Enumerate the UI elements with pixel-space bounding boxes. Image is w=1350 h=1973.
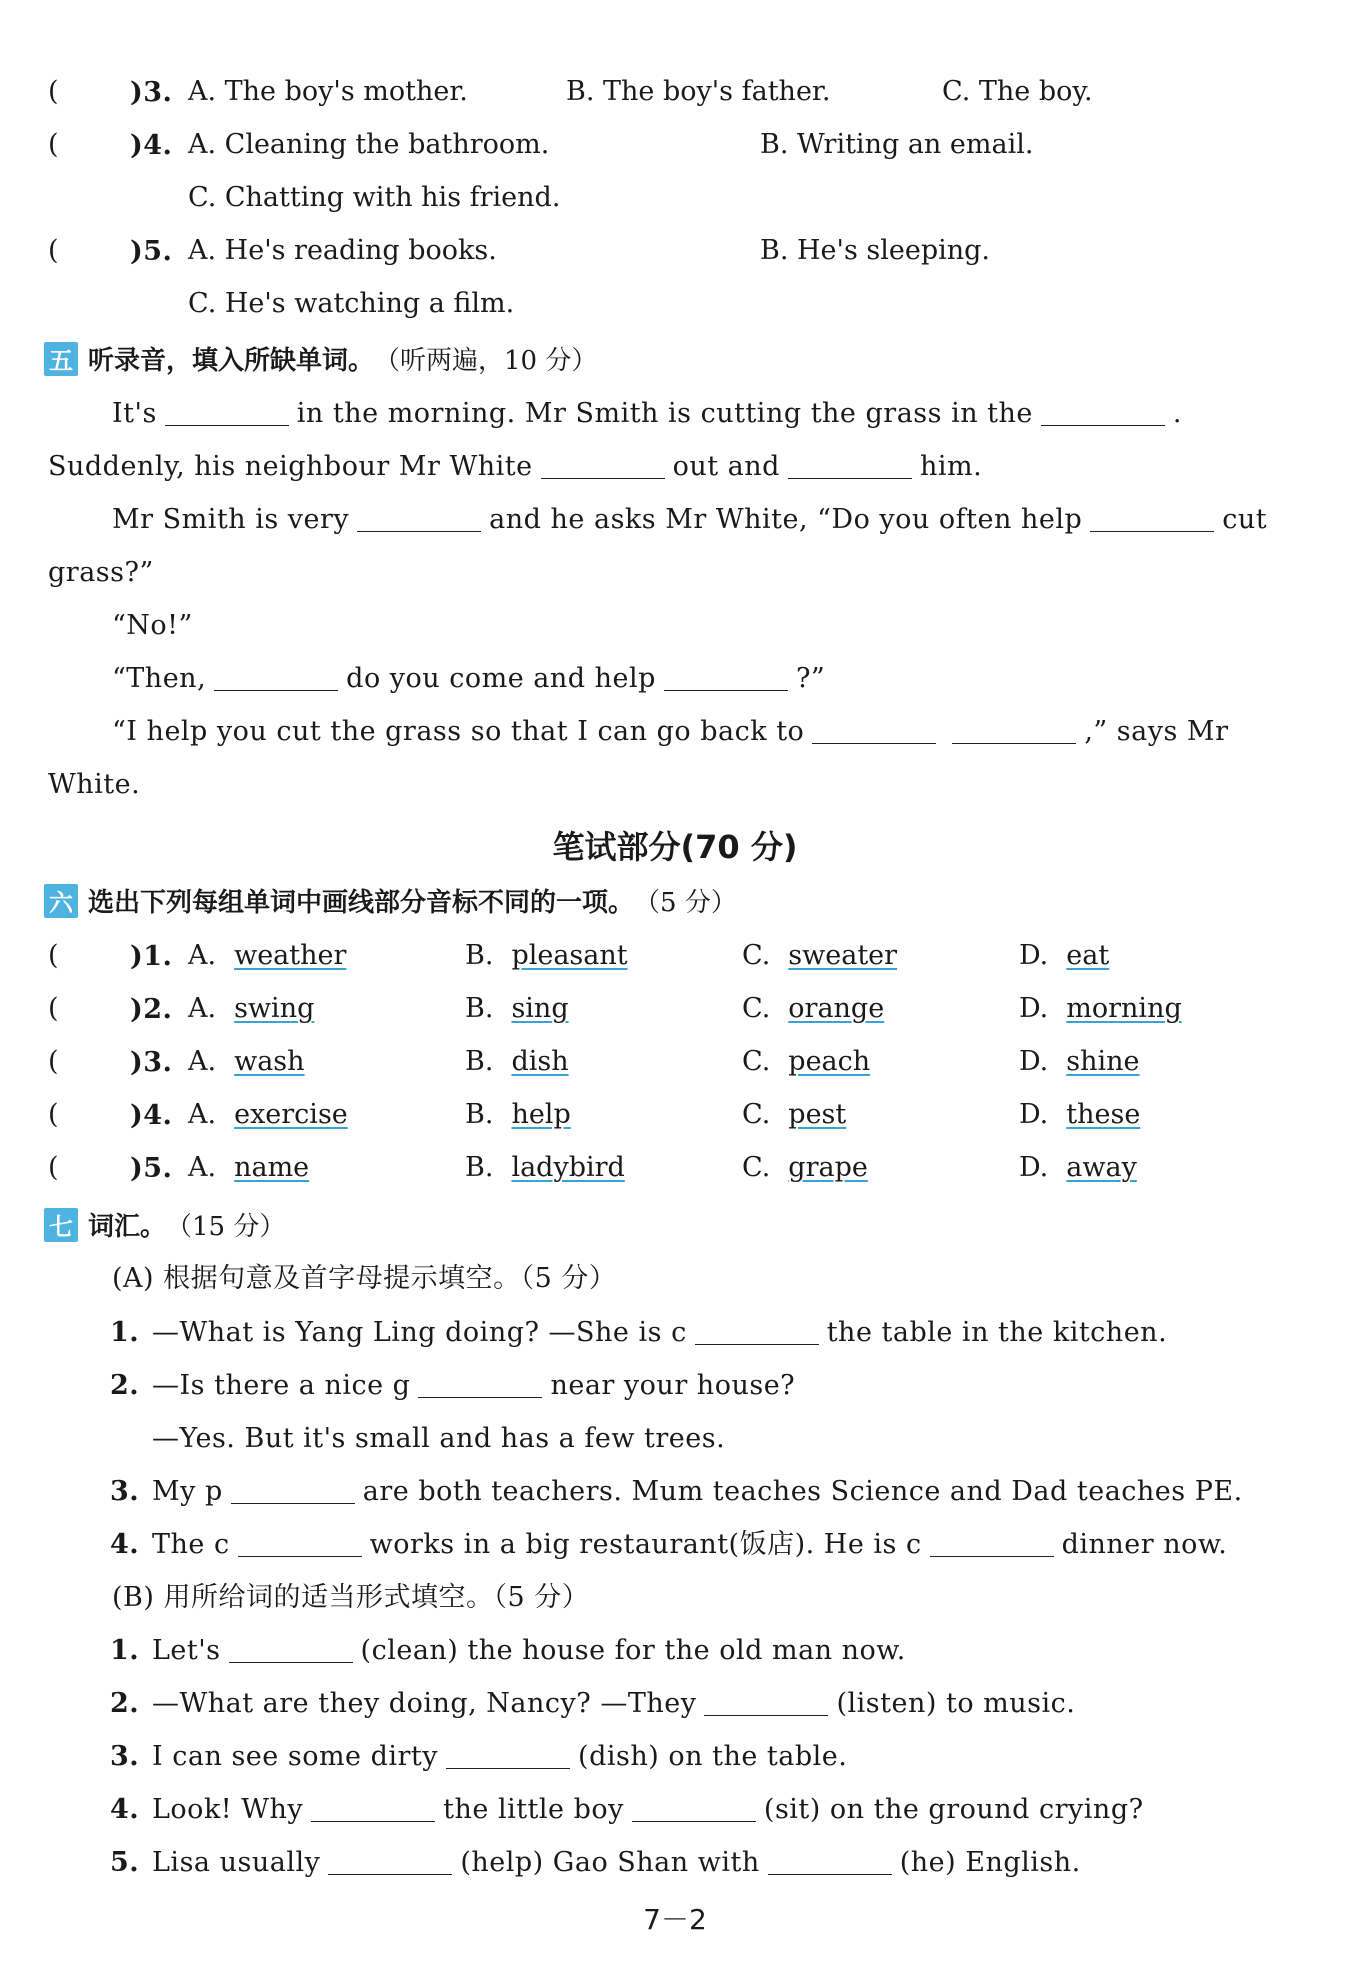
option-word: dish (511, 1046, 569, 1077)
option-a (188, 1152, 309, 1183)
section-badge: 六 (44, 884, 78, 918)
written-part-title: 笔试部分(70 分) (552, 828, 798, 866)
question-number: )3. (130, 1047, 173, 1078)
option-d (1019, 940, 1109, 971)
option-letter: D. (1019, 940, 1049, 971)
part-b-item-4: Look! Why the little boy (sit) on the ground crying? (152, 1794, 1144, 1825)
option-word: weather (234, 940, 347, 971)
option-word: morning (1066, 993, 1182, 1024)
answer-blank[interactable] (788, 452, 912, 479)
question-3: )3. (130, 77, 173, 108)
option-c (742, 993, 884, 1024)
passage-line-1: It's in the morning. Mr Smith is cutting the grass in the . (112, 398, 1182, 429)
option-b (465, 940, 628, 971)
answer-blank[interactable] (664, 664, 788, 691)
question-5: )5. (130, 236, 173, 267)
question-number: )4. (130, 1100, 173, 1131)
answer-blank[interactable] (214, 664, 338, 691)
option-letter: A. (188, 1099, 217, 1130)
answer-blank[interactable] (952, 717, 1076, 744)
option-letter: D. (1019, 1099, 1049, 1130)
part-b-heading: (B) 用所给词的适当形式填空。（5 分） (112, 1582, 590, 1613)
part-a-item-2: —Is there a nice g near your house? (152, 1370, 796, 1401)
option-word: pest (788, 1099, 847, 1130)
section-7-heading: 七 词汇。 （15 分） (44, 1206, 285, 1243)
answer-paren: ( (48, 129, 59, 160)
answer-paren: ( (48, 1152, 59, 1183)
part-a-item-1: —What is Yang Ling doing? —She is c the table in the kitchen. (152, 1317, 1168, 1348)
part-b-item-5: Lisa usually (help) Gao Shan with (he) English. (152, 1847, 1081, 1878)
option-letter: A. (188, 1152, 217, 1183)
answer-blank[interactable] (695, 1318, 819, 1345)
part-a-heading: (A) 根据句意及首字母提示填空。（5 分） (112, 1263, 617, 1294)
option-b (465, 1099, 571, 1130)
answer-blank[interactable] (930, 1530, 1054, 1557)
answer-blank[interactable] (768, 1848, 892, 1875)
option-letter: C. (742, 993, 771, 1024)
option-c (742, 1099, 846, 1130)
passage-line-8: White. (48, 769, 141, 800)
option-word: exercise (234, 1099, 348, 1130)
part-b-item-2: —What are they doing, Nancy? —They (listen) to music. (152, 1688, 1076, 1719)
answer-blank[interactable] (1041, 399, 1165, 426)
answer-paren: ( (48, 993, 59, 1024)
option-letter: A. (188, 1046, 217, 1077)
option-letter: B. (465, 1099, 494, 1130)
part-a-item-4: The c works in a big restaurant(饭店). He is c dinner now. (152, 1529, 1228, 1560)
item-number: 1. (110, 1317, 140, 1348)
answer-blank[interactable] (1090, 505, 1214, 532)
option-letter: B. (465, 993, 494, 1024)
item-number: 3. (110, 1741, 140, 1772)
option-letter: C. (742, 1152, 771, 1183)
option-c (742, 940, 897, 971)
q4-option-c: C. Chatting with his friend. (188, 182, 561, 213)
option-a (188, 940, 346, 971)
question-number: )2. (130, 994, 173, 1025)
q5-option-c: C. He's watching a film. (188, 288, 515, 319)
option-d (1019, 1152, 1137, 1183)
q3-option-c: C. The boy. (942, 76, 1093, 107)
answer-blank[interactable] (418, 1371, 542, 1398)
passage-line-3: Mr Smith is very and he asks Mr White, “Do you often help cut (112, 504, 1268, 535)
answer-paren: ( (48, 235, 59, 266)
answer-blank[interactable] (632, 1795, 756, 1822)
part-b-item-1: Let's (clean) the house for the old man now. (152, 1635, 906, 1666)
option-word: sweater (788, 940, 898, 971)
passage-line-7: “I help you cut the grass so that I can go back to ,” says Mr (112, 716, 1229, 747)
option-word: eat (1066, 940, 1110, 971)
section-5-heading: 五 听录音，填入所缺单词。 （听两遍，10 分） (44, 340, 597, 377)
option-letter: C. (742, 1046, 771, 1077)
answer-blank[interactable] (541, 452, 665, 479)
part-a-item-2-reply: —Yes. But it's small and has a few trees. (152, 1423, 726, 1454)
page-number: 7－2 (643, 1903, 707, 1936)
option-letter: C. (742, 1099, 771, 1130)
answer-paren: ( (48, 1046, 59, 1077)
option-word: wash (234, 1046, 305, 1077)
option-word: these (1066, 1099, 1141, 1130)
q4-option-a: A. Cleaning the bathroom. (188, 129, 550, 160)
option-letter: D. (1019, 993, 1049, 1024)
option-word: swing (234, 993, 315, 1024)
answer-blank[interactable] (328, 1848, 452, 1875)
answer-blank[interactable] (446, 1742, 570, 1769)
option-d (1019, 993, 1182, 1024)
item-number: 3. (110, 1476, 140, 1507)
answer-paren: ( (48, 1099, 59, 1130)
answer-blank[interactable] (238, 1530, 362, 1557)
answer-paren: ( (48, 76, 59, 107)
option-letter: C. (742, 940, 771, 971)
passage-line-6: “Then, do you come and help ?” (112, 663, 826, 694)
answer-blank[interactable] (165, 399, 289, 426)
answer-blank[interactable] (357, 505, 481, 532)
option-word: orange (788, 993, 885, 1024)
option-d (1019, 1099, 1140, 1130)
option-a (188, 993, 314, 1024)
part-b-item-3: I can see some dirty (dish) on the table. (152, 1741, 848, 1772)
item-number: 5. (110, 1847, 140, 1878)
item-number: 4. (110, 1529, 140, 1560)
item-number: 1. (110, 1635, 140, 1666)
answer-blank[interactable] (231, 1477, 355, 1504)
option-word: shine (1066, 1046, 1140, 1077)
answer-blank[interactable] (812, 717, 936, 744)
option-letter: D. (1019, 1152, 1049, 1183)
answer-blank[interactable] (229, 1636, 353, 1663)
item-number: 4. (110, 1794, 140, 1825)
q5-option-b: B. He's sleeping. (760, 235, 991, 266)
option-c (742, 1152, 868, 1183)
option-a (188, 1046, 305, 1077)
passage-line-2: Suddenly, his neighbour Mr White out and him. (48, 451, 983, 482)
question-number: )1. (130, 941, 173, 972)
option-a (188, 1099, 348, 1130)
section-badge: 七 (44, 1208, 78, 1242)
option-word: ladybird (511, 1152, 625, 1183)
q5-option-a: A. He's reading books. (188, 235, 497, 266)
q3-option-a: A. The boy's mother. (188, 76, 468, 107)
option-word: grape (788, 1152, 868, 1183)
option-letter: A. (188, 940, 217, 971)
q3-option-b: B. The boy's father. (566, 76, 831, 107)
q4-option-b: B. Writing an email. (760, 129, 1034, 160)
option-letter: B. (465, 940, 494, 971)
section-6-heading: 六 选出下列每组单词中画线部分音标不同的一项。 （5 分） (44, 882, 737, 919)
option-word: name (234, 1152, 310, 1183)
option-word: peach (788, 1046, 871, 1077)
passage-line-5: “No!” (112, 610, 193, 641)
option-letter: A. (188, 993, 217, 1024)
option-d (1019, 1046, 1140, 1077)
answer-paren: ( (48, 940, 59, 971)
question-4: )4. (130, 130, 173, 161)
answer-blank[interactable] (704, 1689, 828, 1716)
option-word: sing (511, 993, 569, 1024)
option-letter: B. (465, 1046, 494, 1077)
option-letter: B. (465, 1152, 494, 1183)
part-a-item-3: My p are both teachers. Mum teaches Science and Dad teaches PE. (152, 1476, 1243, 1507)
option-b (465, 1046, 569, 1077)
answer-blank[interactable] (311, 1795, 435, 1822)
item-number: 2. (110, 1688, 140, 1719)
section-badge: 五 (44, 342, 78, 376)
option-c (742, 1046, 870, 1077)
option-b (465, 993, 569, 1024)
option-b (465, 1152, 625, 1183)
item-number: 2. (110, 1370, 140, 1401)
option-word: help (511, 1099, 571, 1130)
option-word: pleasant (511, 940, 628, 971)
passage-line-4: grass?” (48, 557, 154, 588)
question-number: )5. (130, 1153, 173, 1184)
option-word: away (1066, 1152, 1137, 1183)
option-letter: D. (1019, 1046, 1049, 1077)
